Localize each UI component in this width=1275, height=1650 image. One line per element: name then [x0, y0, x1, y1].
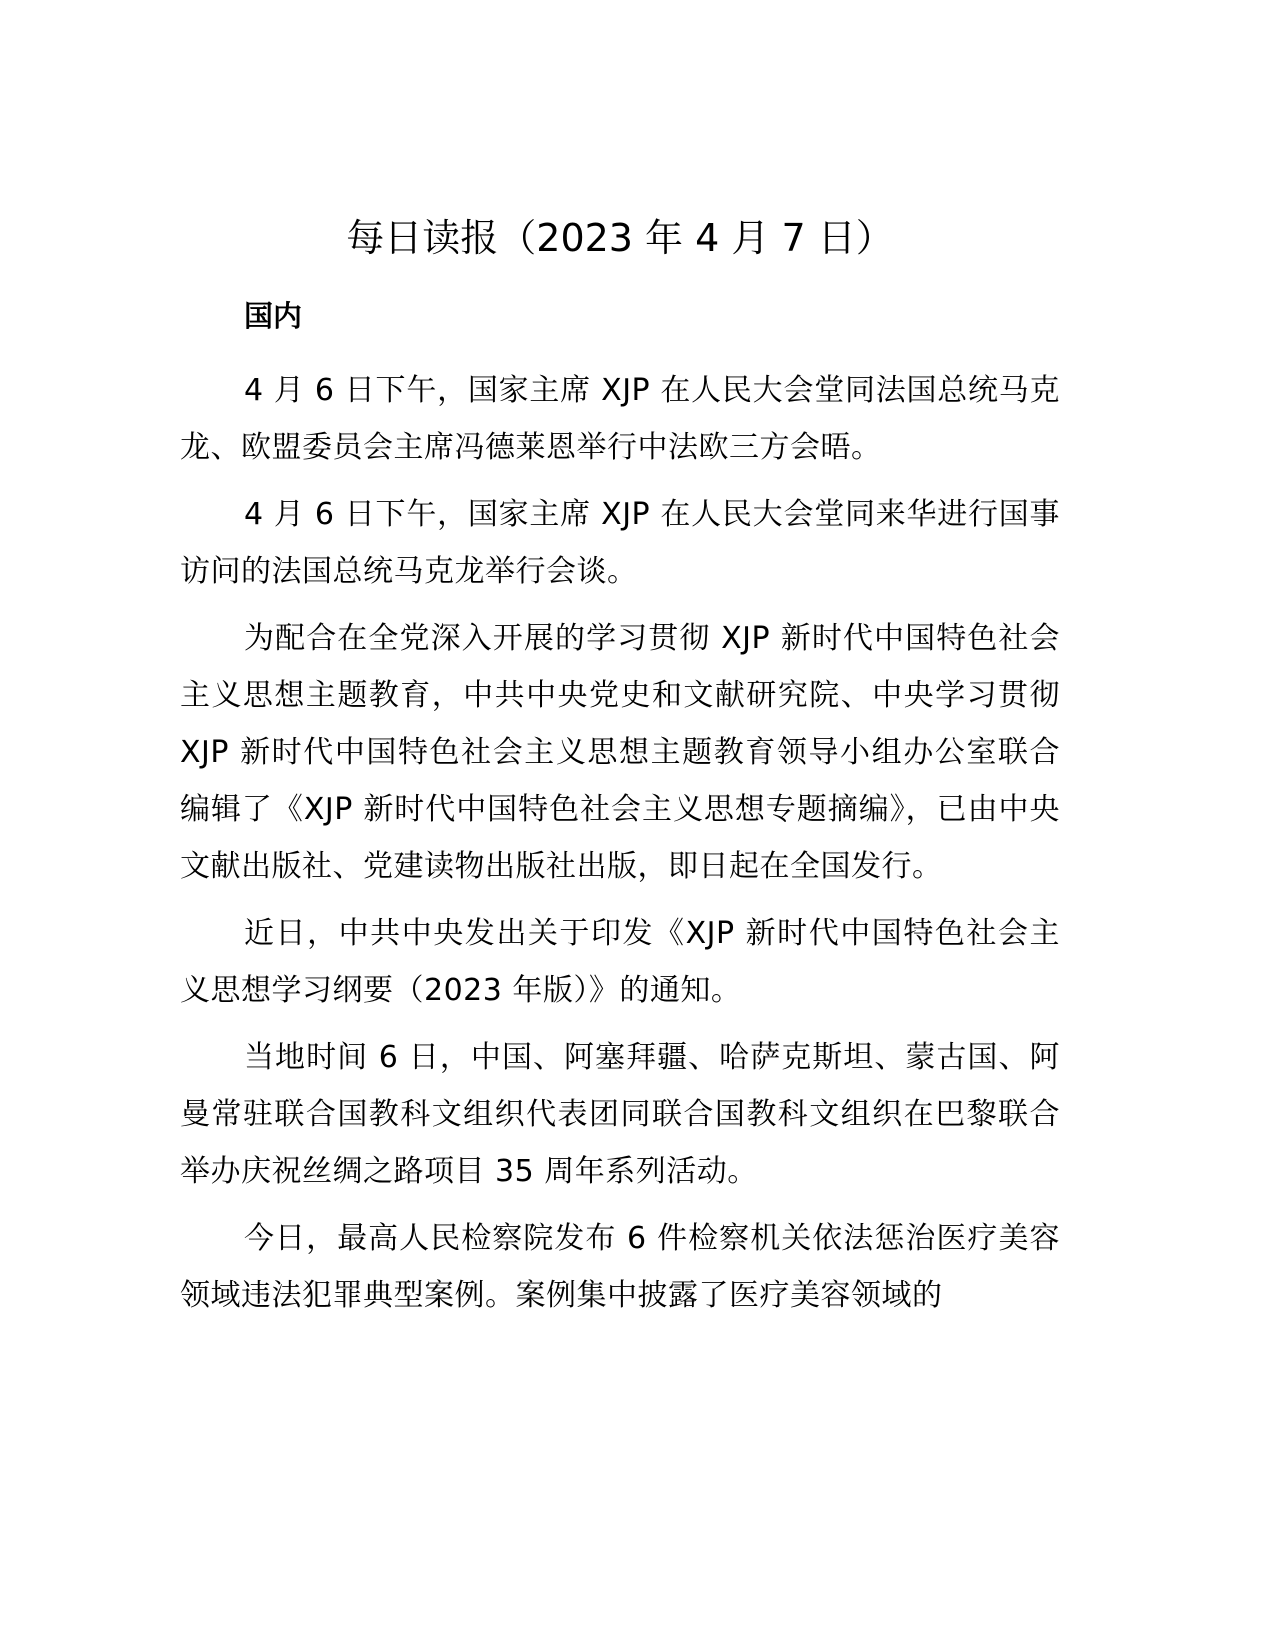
document-page — [180, 210, 1060, 1334]
paragraph: 近日，中共中央发出关于印发《XJP 新时代中国特色社会主义思想学习纲要（2023 年版）》的通知。 — [180, 916, 1060, 1008]
paragraph: 今日，最高人民检察院发布 6 件检察机关依法惩治医疗美容领域违法犯罪典型案例。案例集中披露了医疗美容领域的 — [180, 1221, 1060, 1313]
paragraph: 为配合在全党深入开展的学习贯彻 XJP 新时代中国特色社会主义思想主题教育，中共中央党史和文献研究院、中央学习贯彻 XJP 新时代中国特色社会主义思想主题教育领导小组办公室联合编辑了《XJP 新时代中国特色社会主义思想专题摘编》，已由中央文献出版社、党建读物出版社出版，即日起在全国发行。 — [180, 621, 1060, 884]
paragraph: 4 月 6 日下午，国家主席 XJP 在人民大会堂同法国总统马克龙、欧盟委员会主席冯德莱恩举行中法欧三方会晤。 — [180, 373, 1060, 465]
document-title: 每日读报（2023 年 4 月 7 日） — [346, 216, 894, 260]
paragraph: 当地时间 6 日，中国、阿塞拜疆、哈萨克斯坦、蒙古国、阿曼常驻联合国教科文组织代表团同联合国教科文组织在巴黎联合举办庆祝丝绸之路项目 35 周年系列活动。 — [180, 1040, 1060, 1189]
section-heading-domestic: 国内 — [244, 299, 303, 333]
paragraph: 4 月 6 日下午，国家主席 XJP 在人民大会堂同来华进行国事访问的法国总统马克龙举行会谈。 — [180, 497, 1060, 589]
